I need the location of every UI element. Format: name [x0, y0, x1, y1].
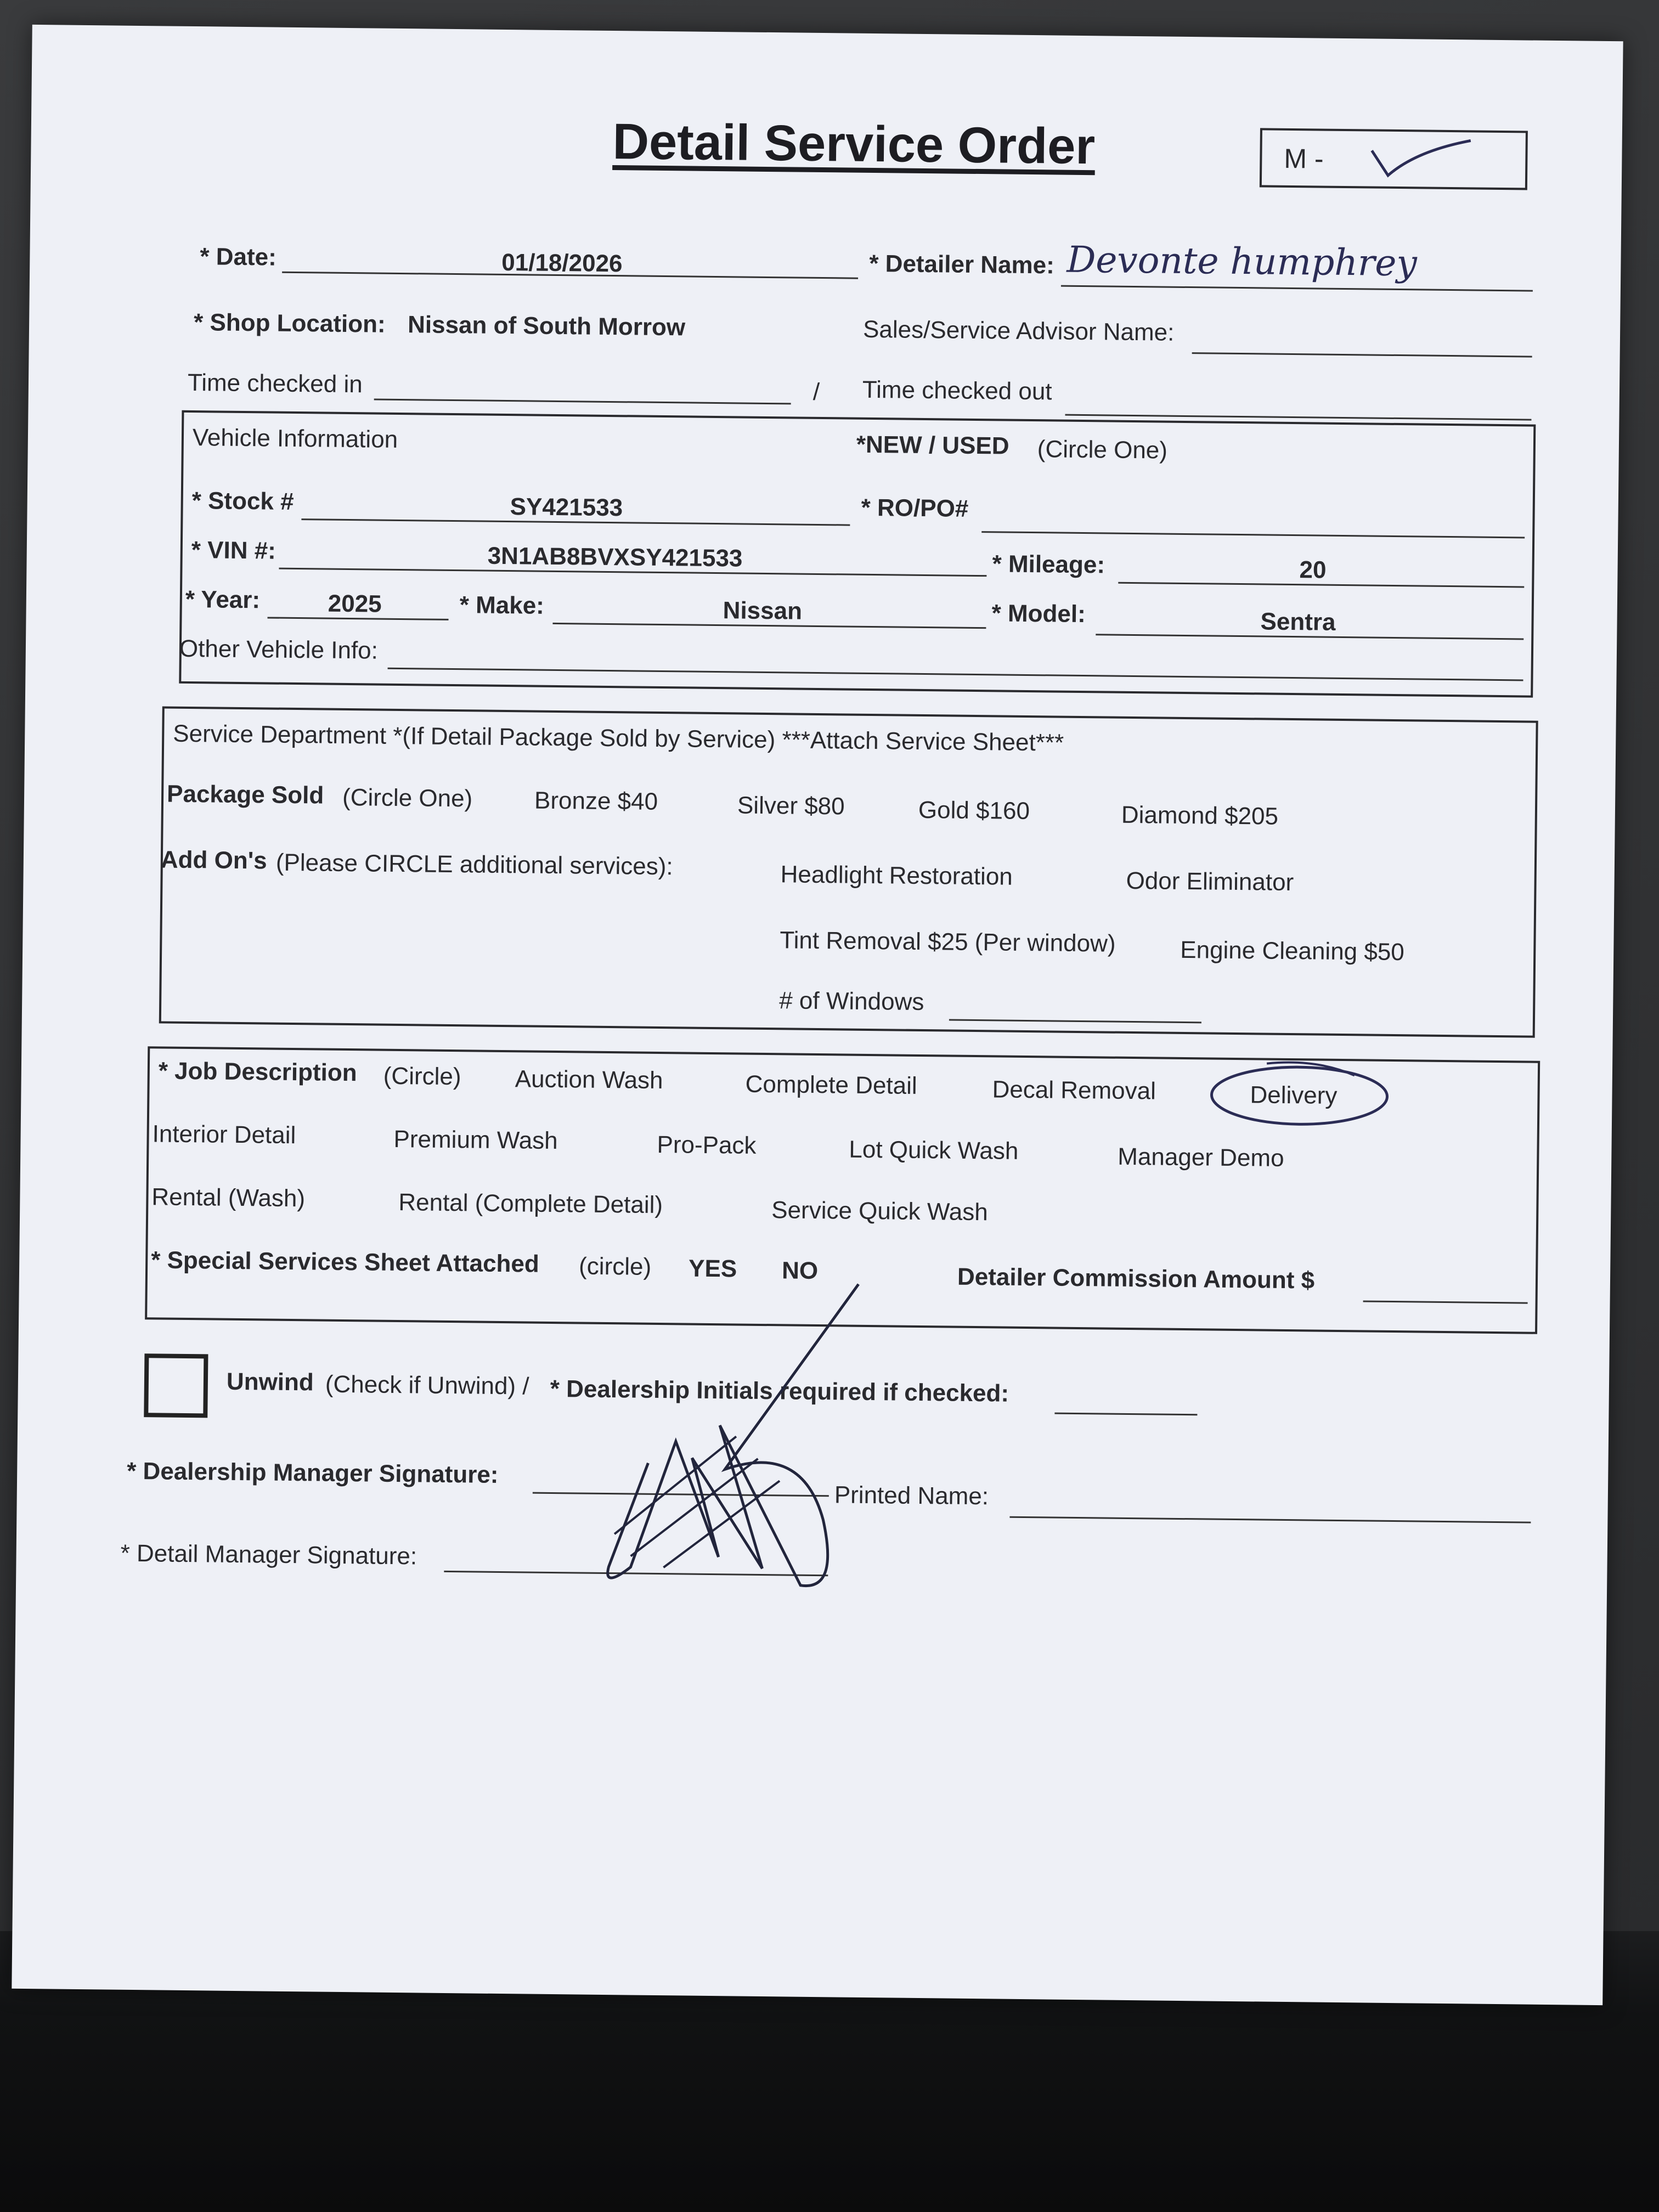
service-department-header: Service Department *(If Detail Package Sold by Service) ***Attach Service Sheet***: [173, 720, 1064, 757]
model-label: * Model:: [991, 600, 1086, 628]
detail-manager-signature-label: * Detail Manager Signature:: [120, 1539, 417, 1570]
windows-count-label: # of Windows: [779, 987, 924, 1016]
package-gold[interactable]: Gold $160: [918, 796, 1030, 825]
job-auction-wash[interactable]: Auction Wash: [515, 1065, 663, 1094]
m-box: [1260, 128, 1528, 190]
service-order-paper: [12, 25, 1623, 2005]
add-ons-hint: (Please CIRCLE additional services):: [275, 849, 673, 881]
time-out-label: Time checked out: [862, 376, 1052, 405]
stock-value[interactable]: SY421533: [510, 493, 623, 522]
advisor-name-label: Sales/Service Advisor Name:: [862, 315, 1175, 346]
unwind-label: Unwind: [226, 1368, 314, 1396]
special-services-label: * Special Services Sheet Attached: [150, 1246, 540, 1278]
job-description-hint: (Circle): [383, 1062, 461, 1091]
package-sold-label: Package Sold: [166, 780, 324, 809]
add-ons-label: Add On's: [160, 846, 267, 874]
detailer-name-line: [1061, 285, 1533, 292]
make-label: * Make:: [459, 591, 545, 619]
job-rental-wash[interactable]: Rental (Wash): [151, 1183, 306, 1212]
m-box-label: M -: [1284, 143, 1324, 174]
vin-value[interactable]: 3N1AB8BVXSY421533: [487, 542, 743, 572]
new-used-hint: (Circle One): [1037, 436, 1168, 464]
time-separator: /: [812, 378, 820, 405]
addon-engine-cleaning[interactable]: Engine Cleaning $50: [1180, 936, 1405, 966]
time-in-line[interactable]: [374, 398, 791, 404]
unwind-checkbox[interactable]: [144, 1353, 208, 1418]
checkmark-icon: [1366, 137, 1476, 182]
vin-label: * VIN #:: [191, 537, 276, 565]
job-lot-quick-wash[interactable]: Lot Quick Wash: [849, 1136, 1019, 1165]
shop-location-label: * Shop Location:: [193, 309, 386, 338]
job-decal-removal[interactable]: Decal Removal: [992, 1076, 1156, 1105]
job-interior-detail[interactable]: Interior Detail: [152, 1120, 296, 1149]
mileage-label: * Mileage:: [992, 550, 1105, 579]
job-delivery[interactable]: Delivery: [1250, 1081, 1338, 1109]
detailer-name-value[interactable]: Devonte humphrey: [1066, 238, 1418, 285]
special-services-hint: (circle): [578, 1252, 652, 1280]
job-service-quick-wash[interactable]: Service Quick Wash: [771, 1197, 988, 1226]
time-in-label: Time checked in: [187, 369, 363, 398]
stock-label: * Stock #: [191, 487, 294, 515]
printed-name-line[interactable]: [1009, 1516, 1531, 1523]
job-description-label: * Job Description: [158, 1057, 357, 1087]
job-premium-wash[interactable]: Premium Wash: [393, 1125, 558, 1155]
addon-headlight-restoration[interactable]: Headlight Restoration: [780, 861, 1013, 890]
time-out-line[interactable]: [1065, 414, 1531, 421]
date-value[interactable]: 01/18/2026: [501, 249, 623, 278]
delivery-circle-mark: [1206, 1052, 1393, 1131]
new-used-label: *NEW / USED: [856, 431, 1009, 460]
year-value[interactable]: 2025: [328, 590, 382, 618]
mileage-value[interactable]: 20: [1299, 556, 1327, 584]
make-value[interactable]: Nissan: [723, 597, 803, 625]
dealership-manager-signature-label: * Dealership Manager Signature:: [126, 1457, 499, 1488]
detailer-name-label: * Detailer Name:: [869, 250, 1055, 279]
shop-location-value: Nissan of South Morrow: [407, 311, 686, 341]
ro-po-label: * RO/PO#: [861, 494, 969, 522]
vehicle-info-label: Vehicle Information: [192, 424, 398, 453]
addon-tint-removal[interactable]: Tint Removal $25 (Per window): [780, 927, 1116, 957]
job-pro-pack[interactable]: Pro-Pack: [657, 1131, 757, 1159]
job-manager-demo[interactable]: Manager Demo: [1118, 1143, 1284, 1172]
date-label: * Date:: [200, 243, 277, 271]
package-sold-hint: (Circle One): [342, 783, 473, 812]
package-silver[interactable]: Silver $80: [737, 792, 845, 820]
package-bronze[interactable]: Bronze $40: [534, 787, 658, 815]
addon-odor-eliminator[interactable]: Odor Eliminator: [1126, 867, 1294, 896]
form-title: Detail Service Order: [612, 114, 1096, 175]
commission-label: Detailer Commission Amount $: [957, 1263, 1315, 1294]
special-services-no[interactable]: NO: [781, 1257, 819, 1285]
model-value[interactable]: Sentra: [1260, 608, 1336, 636]
package-diamond[interactable]: Diamond $205: [1121, 801, 1279, 830]
printed-name-label: Printed Name:: [834, 1481, 989, 1510]
special-services-yes[interactable]: YES: [688, 1255, 737, 1283]
other-vehicle-info-label: Other Vehicle Info:: [179, 635, 379, 664]
dealership-initials-label: * Dealership Initials required if checked:: [550, 1375, 1009, 1407]
job-complete-detail[interactable]: Complete Detail: [745, 1070, 917, 1099]
manager-signature-scribble: [581, 1260, 881, 1603]
year-label: * Year:: [185, 585, 261, 614]
job-rental-complete-detail[interactable]: Rental (Complete Detail): [398, 1189, 663, 1219]
dealership-initials-line[interactable]: [1054, 1413, 1197, 1416]
unwind-hint: (Check if Unwind) /: [325, 1370, 529, 1400]
advisor-name-line[interactable]: [1192, 352, 1532, 357]
